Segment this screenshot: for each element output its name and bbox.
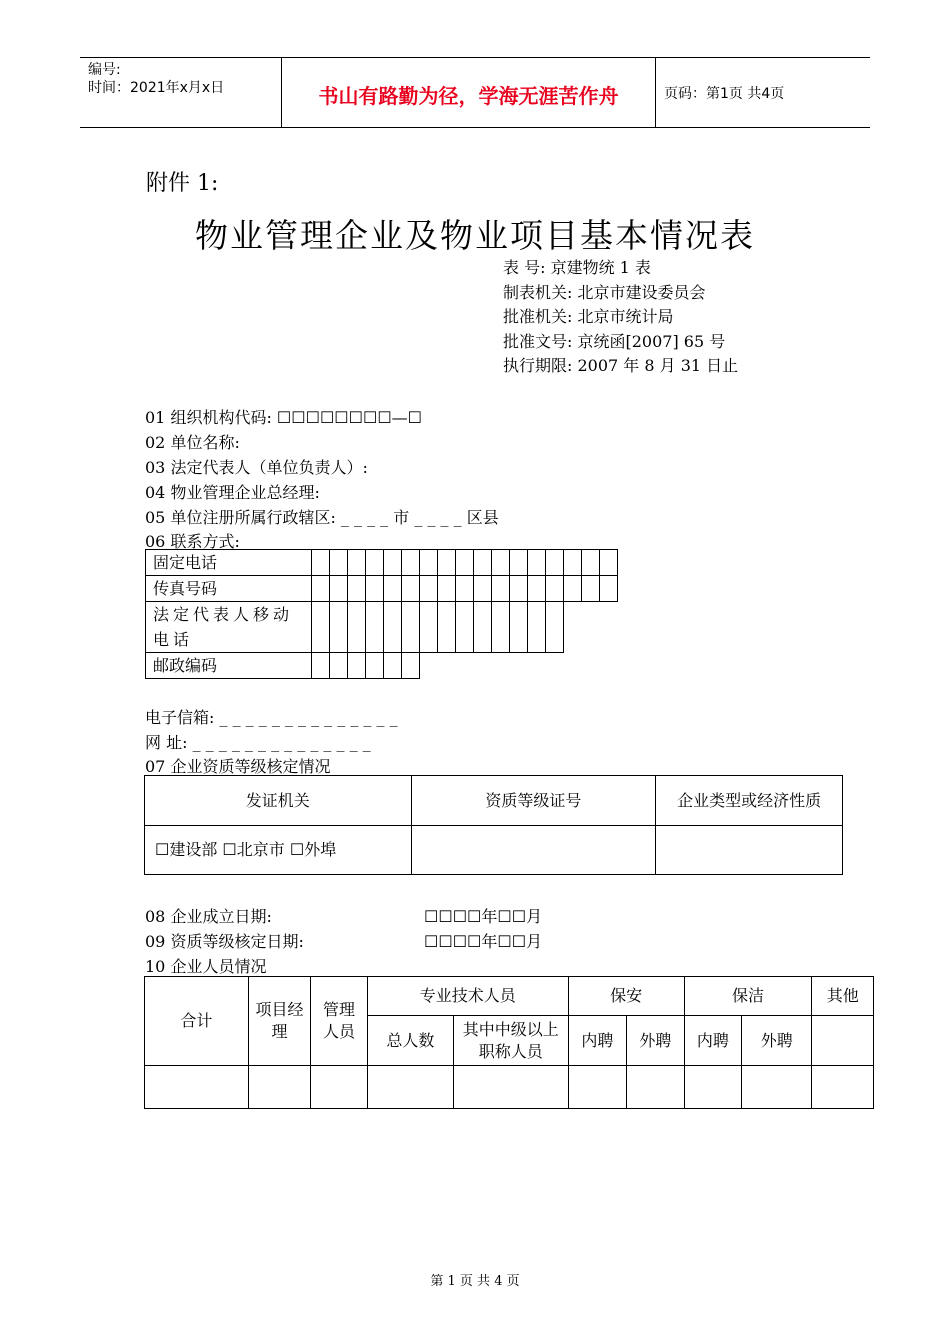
col-header-security: 保安	[568, 977, 684, 1016]
digit-box[interactable]	[402, 576, 420, 602]
table-row	[145, 826, 843, 875]
digit-box[interactable]	[348, 653, 366, 679]
digit-box[interactable]	[582, 576, 600, 602]
qualification-section-label: 07 企业资质等级核定情况	[145, 757, 331, 776]
table-cell[interactable]	[453, 1066, 568, 1109]
digit-box[interactable]	[348, 576, 366, 602]
legal-rep-field: 03 法定代表人（单位负责人）:	[145, 458, 368, 477]
digit-box[interactable]	[366, 550, 384, 576]
staff-table	[144, 976, 874, 1109]
form-number: 表 号: 京建物统 1 表	[503, 258, 651, 277]
digit-box[interactable]	[420, 576, 438, 602]
table-cell[interactable]	[311, 1066, 368, 1109]
page-footer: 第 1 页 共 4 页	[430, 1274, 520, 1289]
digit-box[interactable]	[546, 602, 564, 653]
qualification-table	[144, 775, 843, 875]
digit-box[interactable]	[528, 576, 546, 602]
other-sub-cell	[812, 1016, 874, 1066]
contact-label-phone: 固定电话	[146, 550, 312, 576]
digit-box[interactable]	[510, 576, 528, 602]
table-cell[interactable]	[248, 1066, 310, 1109]
attachment-label: 附件 1:	[146, 171, 219, 196]
contact-label: 06 联系方式:	[145, 532, 240, 551]
page-code: 页码：第1页 共4页	[664, 86, 785, 102]
contact-row-postcode	[146, 653, 618, 679]
digit-box[interactable]	[438, 550, 456, 576]
page-header	[80, 57, 870, 128]
header-motto: 书山有路勤为径，学海无涯苦作舟	[318, 84, 619, 108]
digit-box[interactable]	[474, 550, 492, 576]
digit-box[interactable]	[384, 653, 402, 679]
digit-box[interactable]	[420, 602, 438, 653]
form-approval-doc: 批准文号: 京统函[2007] 65 号	[503, 331, 726, 351]
digit-box[interactable]	[510, 602, 528, 653]
digit-box[interactable]	[402, 653, 420, 679]
contact-row-mobile	[146, 602, 618, 653]
col-header-security-outsourced: 外聘	[627, 1016, 685, 1066]
col-header-cleaning: 保洁	[684, 977, 812, 1016]
page-title: 物业管理企业及物业项目基本情况表	[195, 216, 755, 255]
table-cell[interactable]	[812, 1066, 874, 1109]
digit-box[interactable]	[492, 576, 510, 602]
header-divider	[655, 58, 656, 127]
digit-box[interactable]	[546, 576, 564, 602]
general-manager-field: 04 物业管理企业总经理:	[145, 483, 320, 502]
form-validity: 执行期限: 2007 年 8 月 31 日止	[503, 356, 739, 375]
digit-box[interactable]	[402, 550, 420, 576]
digit-box[interactable]	[492, 602, 510, 653]
digit-box[interactable]	[510, 550, 528, 576]
col-header-cleaning-inhouse: 内聘	[684, 1016, 742, 1066]
unit-name-field: 02 单位名称:	[145, 433, 240, 452]
digit-box[interactable]	[312, 550, 330, 576]
established-date-label: 08 企业成立日期:	[145, 907, 272, 926]
table-header-row	[145, 977, 874, 1016]
issuer-options[interactable]: ☐建设部 ☐北京市 ☐外埠	[145, 826, 412, 875]
col-header-enterprise-type: 企业类型或经济性质	[656, 776, 843, 826]
cert-number-cell[interactable]	[411, 826, 656, 875]
digit-box[interactable]	[546, 550, 564, 576]
time-label: 时间：2021年x月x日	[88, 80, 225, 96]
district-field: 05 单位注册所属行政辖区: _ _ _ _ 市 _ _ _ _ 区县	[145, 508, 499, 527]
digit-box[interactable]	[456, 576, 474, 602]
digit-box[interactable]	[438, 602, 456, 653]
digit-box[interactable]	[528, 550, 546, 576]
col-header-cleaning-outsourced: 外聘	[742, 1016, 812, 1066]
digit-box[interactable]	[492, 550, 510, 576]
digit-box[interactable]	[348, 550, 366, 576]
staff-section-label: 10 企业人员情况	[145, 957, 267, 976]
digit-box[interactable]	[348, 602, 366, 653]
form-issuer: 制表机关: 北京市建设委员会	[503, 282, 706, 302]
table-cell[interactable]	[684, 1066, 742, 1109]
digit-box[interactable]	[366, 576, 384, 602]
established-date-boxes[interactable]: ☐☐☐☐年☐☐月	[424, 907, 543, 926]
digit-box[interactable]	[330, 550, 348, 576]
col-header-tech-total: 总人数	[367, 1016, 453, 1066]
digit-box[interactable]	[384, 550, 402, 576]
digit-box[interactable]	[564, 550, 582, 576]
col-header-technical: 专业技术人员	[367, 977, 568, 1016]
form-meta	[503, 256, 738, 379]
table-cell[interactable]	[568, 1066, 627, 1109]
table-header-row	[145, 776, 843, 826]
digit-box[interactable]	[330, 576, 348, 602]
table-cell[interactable]	[742, 1066, 812, 1109]
org-code-field: 01 组织机构代码: ☐☐☐☐☐☐☐☐—☐	[145, 408, 423, 427]
digit-box[interactable]	[420, 550, 438, 576]
digit-box[interactable]	[402, 602, 420, 653]
website-field: 网 址: _ _ _ _ _ _ _ _ _ _ _ _ _ _	[145, 733, 371, 752]
digit-box[interactable]	[438, 576, 456, 602]
enterprise-type-cell[interactable]	[656, 826, 843, 875]
table-cell[interactable]	[145, 1066, 249, 1109]
number-label: 编号:	[88, 62, 121, 78]
col-header-other: 其他	[812, 977, 874, 1016]
digit-box[interactable]	[330, 653, 348, 679]
contact-label-mobile: 法定代表人移动电话	[146, 602, 312, 653]
table-cell[interactable]	[367, 1066, 453, 1109]
digit-box[interactable]	[312, 576, 330, 602]
col-header-project-manager: 项目经理	[248, 977, 310, 1066]
table-cell[interactable]	[627, 1066, 685, 1109]
contact-row-fax	[146, 576, 618, 602]
digit-box[interactable]	[366, 653, 384, 679]
col-header-total: 合计	[145, 977, 249, 1066]
digit-box[interactable]	[312, 602, 330, 653]
digit-box[interactable]	[330, 602, 348, 653]
digit-box[interactable]	[456, 602, 474, 653]
digit-box[interactable]	[456, 550, 474, 576]
digit-box[interactable]	[312, 653, 330, 679]
contact-label-fax: 传真号码	[146, 576, 312, 602]
approved-date-boxes[interactable]: ☐☐☐☐年☐☐月	[424, 932, 543, 951]
header-meta	[88, 61, 224, 97]
contact-label-postcode: 邮政编码	[146, 653, 312, 679]
contact-row-phone	[146, 550, 618, 576]
digit-box[interactable]	[582, 550, 600, 576]
email-field: 电子信箱: _ _ _ _ _ _ _ _ _ _ _ _ _ _	[145, 708, 398, 727]
col-header-management: 管理人员	[311, 977, 368, 1066]
contact-grid	[145, 549, 618, 679]
col-header-cert-number: 资质等级证号	[411, 776, 656, 826]
digit-box[interactable]	[600, 550, 618, 576]
digit-box[interactable]	[528, 602, 546, 653]
digit-box[interactable]	[366, 602, 384, 653]
digit-box[interactable]	[600, 576, 618, 602]
digit-box[interactable]	[384, 602, 402, 653]
digit-box[interactable]	[564, 576, 582, 602]
approved-date-label: 09 资质等级核定日期:	[145, 932, 304, 951]
digit-box[interactable]	[474, 576, 492, 602]
col-header-tech-senior: 其中中级以上职称人员	[453, 1016, 568, 1066]
table-row	[145, 1066, 874, 1109]
col-header-security-inhouse: 内聘	[568, 1016, 627, 1066]
form-approver: 批准机关: 北京市统计局	[503, 307, 674, 326]
digit-box[interactable]	[384, 576, 402, 602]
col-header-issuer: 发证机关	[145, 776, 412, 826]
digit-box[interactable]	[474, 602, 492, 653]
